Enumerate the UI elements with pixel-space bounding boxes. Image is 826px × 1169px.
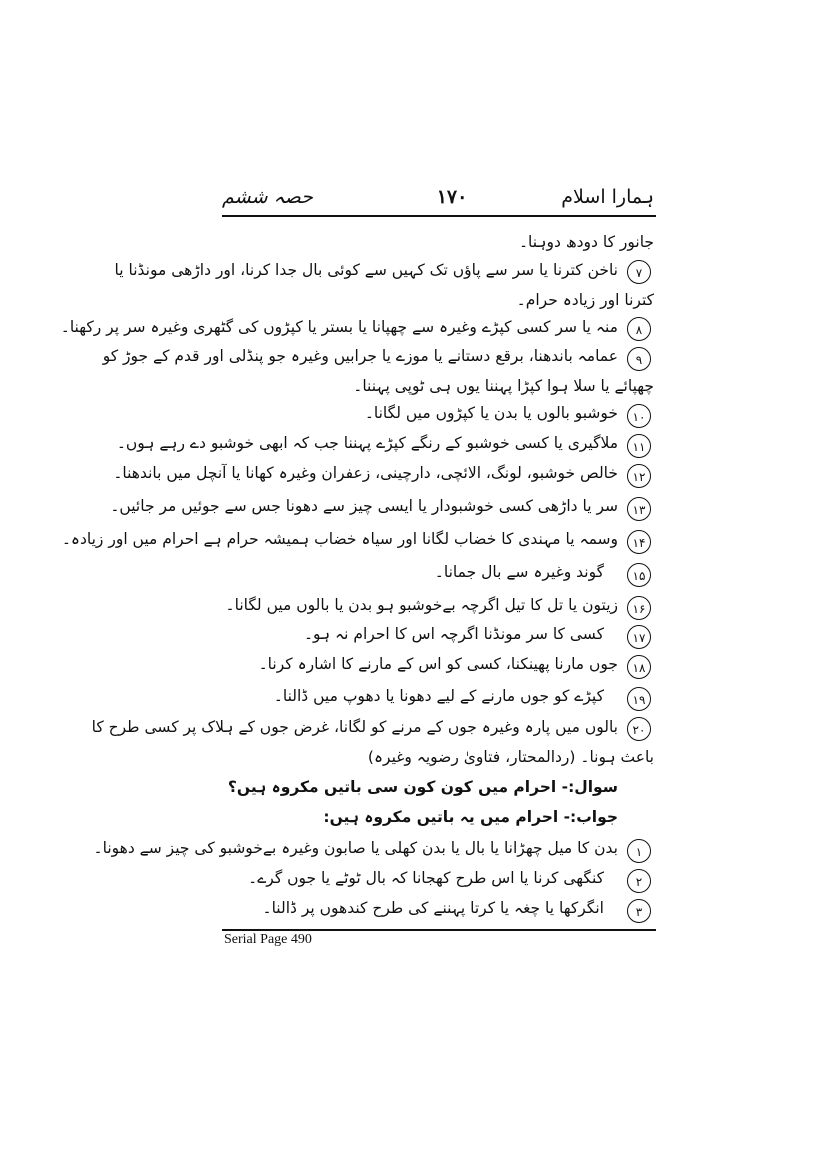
question-line: سوال:- احرام میں کون کون سی باتیں مکروہ ہیں؟ — [227, 778, 618, 796]
item-number-badge: ۱۸ — [627, 655, 651, 679]
text-line: چھپائے یا سلا ہوا کپڑا پہننا یوں ہی ٹوپی پہننا۔ — [353, 377, 654, 395]
item-number-badge: ۱۴ — [627, 530, 651, 554]
text-line: وسمہ یا مہندی کا خضاب لگانا اور سیاہ خضاب ہمیشہ حرام ہے احرام میں اور زیادہ۔ — [61, 530, 618, 548]
text-line: خالص خوشبو، لونگ، الائچی، دارچینی، زعفران وغیرہ کھانا یا آنچل میں باندھنا۔ — [113, 464, 618, 482]
serial-number: 490 — [290, 932, 312, 947]
text-line: کترنا اور زیادہ حرام۔ — [516, 291, 654, 309]
item-number-badge: ۹ — [627, 347, 651, 371]
item-number-badge: ۲ — [627, 869, 651, 893]
item-number-badge: ۸ — [627, 317, 651, 341]
page-number: ۱۷۰ — [436, 186, 468, 208]
text-line: بالوں میں پارہ وغیرہ جوں کے مرنے کو لگانا، غرض جوں کے ہلاک پر کسی طرح کا — [91, 718, 618, 736]
item-number-badge: ۱۱ — [627, 434, 651, 458]
text-line: ناخن کترنا یا سر سے پاؤں تک کہیں سے کوئی بال جدا کرنا، اور داڑھی مونڈنا یا — [114, 261, 618, 279]
text-line: زیتون یا تل کا تیل اگرچہ بےخوشبو ہو بدن یا بالوں میں لگانا۔ — [225, 596, 618, 614]
text-line: سر یا داڑھی کسی خوشبودار یا ایسی چیز سے دھونا جس سے جوئیں مر جائیں۔ — [110, 497, 618, 515]
item-number-badge: ۱۵ — [627, 563, 651, 587]
text-line: خوشبو بالوں یا بدن یا کپڑوں میں لگانا۔ — [364, 404, 618, 422]
text-line: گوند وغیرہ سے بال جمانا۔ — [434, 563, 604, 581]
text-line: جانور کا دودھ دوہنا۔ — [518, 233, 654, 251]
item-number-badge: ۱۷ — [627, 625, 651, 649]
text-line: بدن کا میل چھڑانا یا بال یا بدن کھلی یا صابون وغیرہ بےخوشبو کی چیز سے دھونا۔ — [93, 839, 618, 857]
serial-page-footer — [224, 932, 312, 948]
text-line: جوں مارنا پھینکنا، کسی کو اس کے مارنے کا اشارہ کرنا۔ — [258, 655, 618, 673]
text-line: کسی کا سر مونڈنا اگرچہ اس کا احرام نہ ہو۔ — [303, 625, 604, 643]
item-number-badge: ۱۹ — [627, 687, 651, 711]
serial-label: Serial Page — [224, 932, 288, 947]
text-line: کنگھی کرنا یا اس طرح کھجانا کہ بال ٹوٹے یا جوں گرے۔ — [248, 869, 604, 887]
item-number-badge: ۷ — [627, 260, 651, 284]
book-title: ہمارا اسلام — [561, 186, 654, 208]
page-header — [222, 186, 654, 212]
header-rule — [222, 215, 656, 217]
text-line: انگرکھا یا چغہ یا کرتا پہننے کی طرح کندھوں پر ڈالنا۔ — [262, 899, 604, 917]
item-number-badge: ۳ — [627, 899, 651, 923]
footer-rule — [222, 929, 656, 931]
answer-line: جواب:- احرام میں یہ باتیں مکروہ ہیں: — [323, 808, 618, 826]
section-title: حصہ ششم — [222, 186, 313, 208]
text-line: ملاگیری یا کسی خوشبو کے رنگے کپڑے پہننا جب کہ ابھی خوشبو دے رہے ہوں۔ — [116, 434, 618, 452]
text-line: باعث ہونا۔ (ردالمحتار، فتاویٰ رضویہ وغیرہ) — [367, 748, 654, 766]
text-line: عمامہ باندھنا، برقع دستانے یا موزے یا جرابیں وغیرہ جو پنڈلی اور قدم کے جوڑ کو — [102, 347, 618, 365]
item-number-badge: ۱۲ — [627, 464, 651, 488]
text-line: کپڑے کو جوں مارنے کے لیے دھونا یا دھوپ میں ڈالنا۔ — [273, 687, 604, 705]
text-line: منہ یا سر کسی کپڑے وغیرہ سے چھپانا یا بستر یا کپڑوں کی گٹھری وغیرہ سر پر رکھنا۔ — [60, 318, 618, 336]
item-number-badge: ۲۰ — [627, 717, 651, 741]
item-number-badge: ۱۰ — [627, 404, 651, 428]
item-number-badge: ۱۳ — [627, 497, 651, 521]
item-number-badge: ۱۶ — [627, 596, 651, 620]
item-number-badge: ۱ — [627, 839, 651, 863]
